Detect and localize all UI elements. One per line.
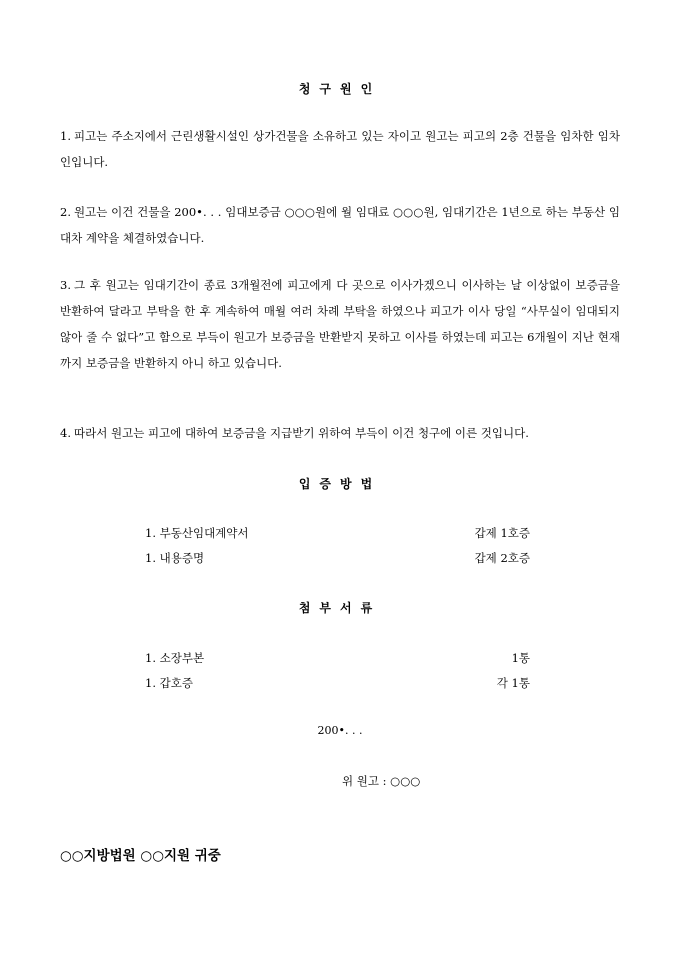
attachment-value: 각 1통 xyxy=(496,676,530,690)
claim-number: 3. xyxy=(60,278,71,292)
evidence-value: 갑제 1호증 xyxy=(474,526,530,540)
plaintiff-signature: 위 원고 : ○○○ xyxy=(342,774,421,788)
claim-text: 따라서 원고는 피고에 대하여 보증금을 지급받기 위하여 부득이 이건 청구에 이른 것입니다. xyxy=(74,426,529,440)
claim-number: 4. xyxy=(60,426,71,440)
attachment-name: 1. 갑호증 xyxy=(145,676,193,690)
heading-attachments: 첨부서류 xyxy=(298,601,382,615)
attachment-value: 1통 xyxy=(511,651,530,665)
heading-cause: 청구원인 xyxy=(298,82,382,96)
claim-number: 2. xyxy=(60,205,71,219)
claim-paragraph-4 xyxy=(60,420,620,446)
claim-number: 1. xyxy=(60,129,71,143)
court-addressee: ○○지방법원 ○○지원 귀중 xyxy=(60,848,221,864)
claim-paragraph-2 xyxy=(60,199,620,251)
attachment-name: 1. 소장부본 xyxy=(145,651,205,665)
claim-text: 원고는 이건 건물을 200•. . . 임대보증금 ○○○원에 월 임대료 ○○○원, 임대기간은 1년으로 하는 부동산 임대차 계약을 체결하였습니다. xyxy=(60,205,620,245)
claim-text: 그 후 원고는 임대기간이 종료 3개월전에 피고에게 다 곳으로 이사가겠으니 이사하는 날 이상없이 보증금을 반환하여 달라고 부탁을 한 후 계속하여 매월 여러 차례 부탁을 하였으나 피고가 이사 당일 “사무실이 임대되지 않아 줄 수 없다”고 함으로 부득이 원고가 보증금을 반환받지 못하고 이사를 하였는데 피고는 6개월이 지난 현재까지 보증금을 반환하지 아니 하고 있습니다. xyxy=(60,278,620,370)
claim-paragraph-3 xyxy=(60,272,620,376)
heading-evidence: 입증방법 xyxy=(298,477,382,491)
evidence-value: 갑제 2호증 xyxy=(474,551,530,565)
evidence-name: 1. 부동산임대계약서 xyxy=(145,526,249,540)
claim-text: 피고는 주소지에서 근린생활시설인 상가건물을 소유하고 있는 자이고 원고는 피고의 2층 건물을 임차한 임차인입니다. xyxy=(60,129,620,169)
document-date: 200•. . . xyxy=(317,724,363,737)
evidence-name: 1. 내용증명 xyxy=(145,551,205,565)
claim-paragraph-1 xyxy=(60,123,620,175)
